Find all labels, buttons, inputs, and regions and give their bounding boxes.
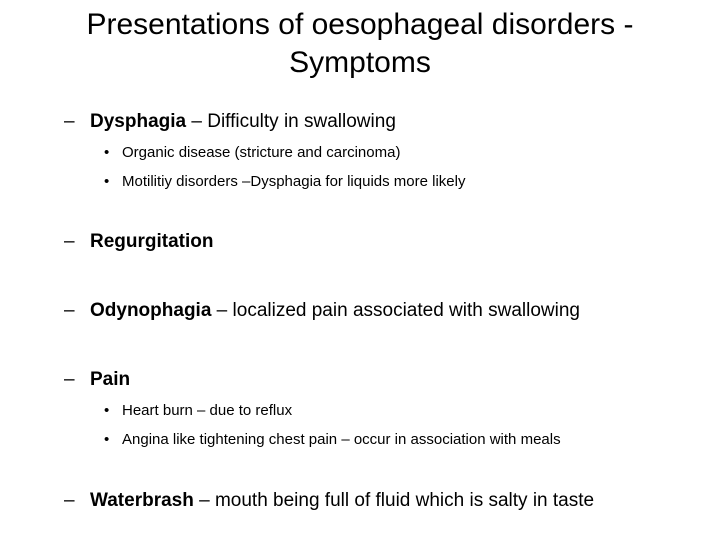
- dash-marker: –: [64, 111, 75, 132]
- term-odynophagia: Odynophagia: [90, 300, 212, 321]
- description-odynophagia: – localized pain associated with swallowing: [211, 300, 580, 321]
- sub-item-text: Heart burn – due to reflux: [122, 402, 293, 419]
- sub-item-angina: [104, 430, 561, 450]
- term-pain: Pain: [90, 369, 131, 390]
- sub-item-text: Organic disease (stricture and carcinoma): [122, 144, 401, 161]
- list-item-waterbrash: [64, 489, 594, 513]
- description-waterbrash: – mouth being full of fluid which is salty in taste: [193, 490, 595, 511]
- dash-marker: –: [64, 300, 75, 321]
- slide-title-line-1: Presentations of oesophageal disorders -: [86, 8, 634, 41]
- list-item-dysphagia: [64, 110, 396, 134]
- sub-item-text: Motilitiy disorders –Dysphagia for liquids more likely: [122, 173, 466, 190]
- bullet-marker: •: [104, 431, 110, 448]
- dash-marker: –: [64, 231, 75, 252]
- list-item-regurgitation: [64, 230, 214, 254]
- term-regurgitation: Regurgitation: [90, 231, 214, 252]
- slide-title-line-2: Symptoms: [289, 46, 431, 79]
- sub-item-organic-disease: [104, 143, 400, 163]
- bullet-marker: •: [104, 402, 110, 419]
- sub-item-heart-burn: [104, 401, 292, 421]
- list-item-odynophagia: [64, 299, 580, 323]
- sub-item-motility-disorders: [104, 172, 465, 192]
- slide-title: [40, 6, 680, 82]
- sub-item-text: Angina like tightening chest pain – occur in association with meals: [122, 431, 561, 448]
- term-waterbrash: Waterbrash: [90, 490, 194, 511]
- dash-marker: –: [64, 490, 75, 511]
- list-item-pain: [64, 368, 130, 392]
- dash-marker: –: [64, 369, 75, 390]
- bullet-marker: •: [104, 173, 110, 190]
- term-dysphagia: Dysphagia: [90, 111, 187, 132]
- description-dysphagia: – Difficulty in swallowing: [186, 111, 396, 132]
- bullet-marker: •: [104, 144, 110, 161]
